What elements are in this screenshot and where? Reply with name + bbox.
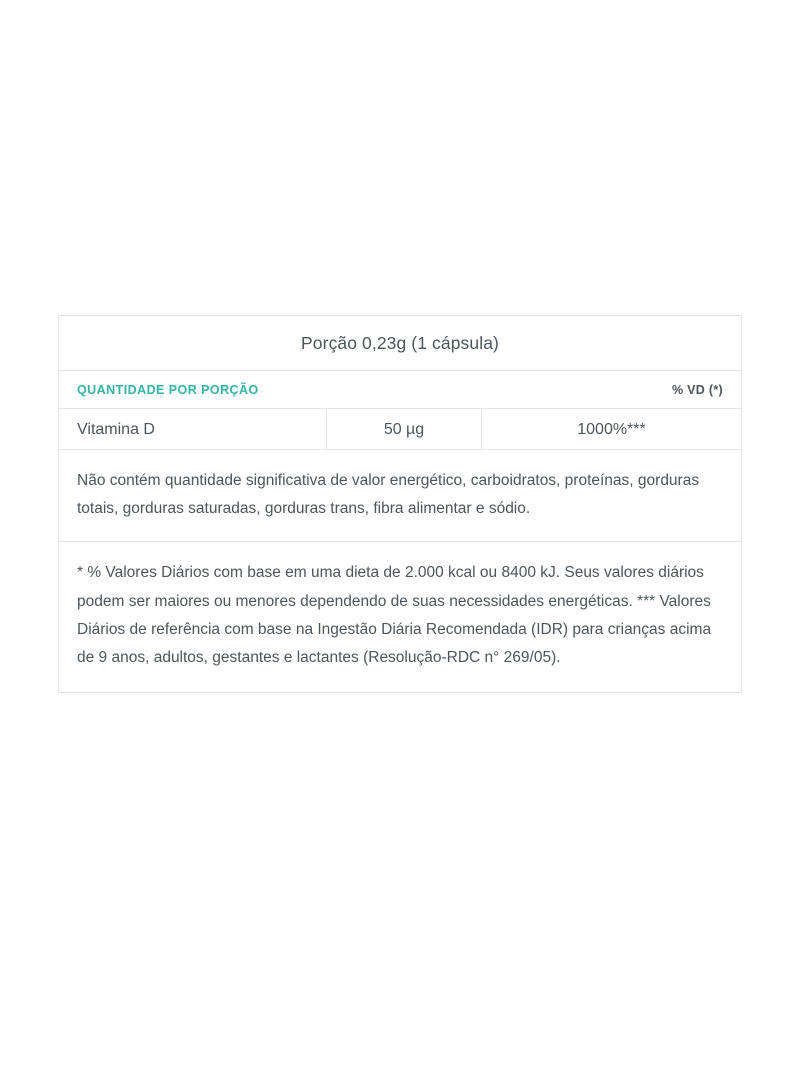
column-header-amount-per-serving: QUANTIDADE POR PORÇÃO — [77, 382, 259, 397]
daily-values-footnote — [59, 542, 741, 692]
table-header-row — [59, 371, 741, 409]
note-text: Não contém quantidade significativa de valor energético, carboidratos, proteínas, gorduras totais, gorduras saturadas, gorduras trans, fibra alimentar e sódio. — [77, 472, 700, 518]
nutrient-name: Vitamina D — [59, 409, 327, 449]
footnote-text: * % Valores Diários com base em uma dieta de 2.000 kcal ou 8400 kJ. Seus valores diários podem ser maiores ou menores dependendo de suas necessidades energéticas. *** Valores Diários de referência com base na Ingestão Diária Recomendada (IDR) para crianças acima de 9 anos, adultos, gestantes e lactantes (Resolução-RDC n° 269/05). — [77, 564, 712, 667]
serving-row — [59, 316, 741, 371]
table-row — [59, 409, 741, 450]
nutrient-amount: 50 µg — [327, 409, 482, 449]
nutrition-facts-table — [58, 315, 742, 693]
column-header-daily-value: % VD (*) — [671, 382, 723, 397]
insignificant-amounts-note — [59, 450, 741, 542]
nutrient-daily-value: 1000%*** — [577, 421, 646, 438]
serving-size-text: Porção 0,23g (1 cápsula) — [301, 332, 499, 353]
